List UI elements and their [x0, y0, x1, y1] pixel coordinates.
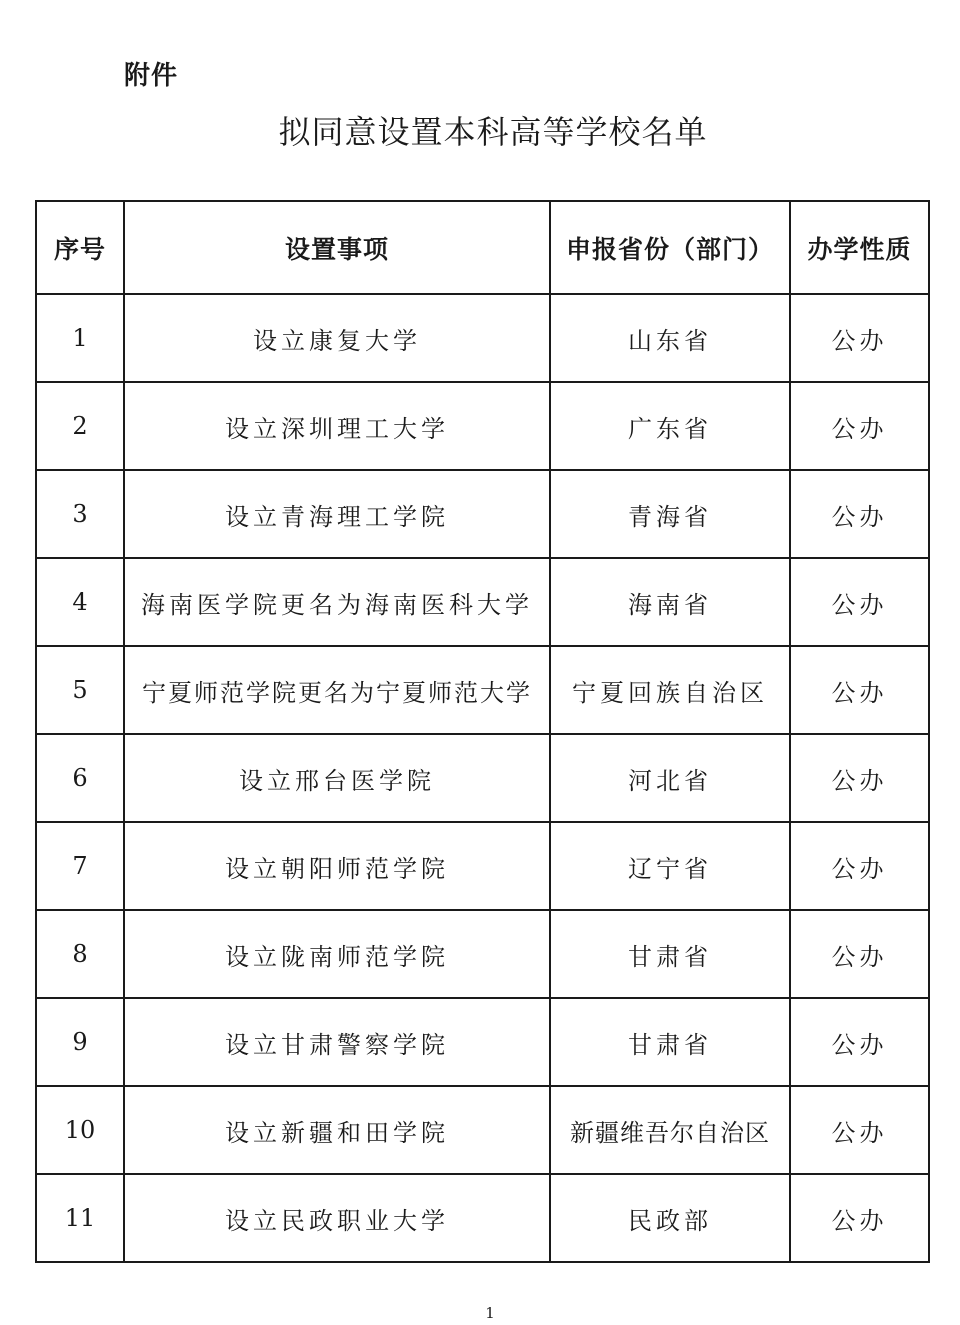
row-nature: 公办: [790, 1174, 929, 1262]
row-item: 设立深圳理工大学: [124, 382, 550, 470]
row-province: 新疆维吾尔自治区: [550, 1086, 790, 1174]
row-province: 辽宁省: [550, 822, 790, 910]
row-item: 设立甘肃警察学院: [124, 998, 550, 1086]
row-number: 11: [36, 1174, 124, 1262]
row-nature: 公办: [790, 998, 929, 1086]
attachment-label: 附件: [124, 61, 179, 91]
table-header-row: [36, 201, 929, 294]
page-number: 1: [485, 1304, 495, 1322]
university-list-table: [35, 200, 930, 1263]
row-province: 河北省: [550, 734, 790, 822]
table-row: [36, 822, 929, 910]
row-number: 9: [36, 998, 124, 1086]
table-row: [36, 646, 929, 734]
column-header-province: 申报省份（部门）: [550, 201, 790, 294]
table-row: [36, 910, 929, 998]
row-number: 10: [36, 1086, 124, 1174]
row-province: 海南省: [550, 558, 790, 646]
row-item: 海南医学院更名为海南医科大学: [124, 558, 550, 646]
column-header-nature: 办学性质: [790, 201, 929, 294]
row-item: 宁夏师范学院更名为宁夏师范大学: [124, 646, 550, 734]
table-row: [36, 734, 929, 822]
row-number: 2: [36, 382, 124, 470]
table-row: [36, 294, 929, 382]
table-row: [36, 1174, 929, 1262]
table-row: [36, 382, 929, 470]
row-nature: 公办: [790, 822, 929, 910]
column-header-number: 序号: [36, 201, 124, 294]
row-number: 5: [36, 646, 124, 734]
row-province: 甘肃省: [550, 910, 790, 998]
row-nature: 公办: [790, 470, 929, 558]
row-number: 3: [36, 470, 124, 558]
row-number: 7: [36, 822, 124, 910]
row-number: 6: [36, 734, 124, 822]
row-nature: 公办: [790, 382, 929, 470]
row-number: 4: [36, 558, 124, 646]
table-row: [36, 998, 929, 1086]
table-row: [36, 1086, 929, 1174]
row-nature: 公办: [790, 558, 929, 646]
row-nature: 公办: [790, 1086, 929, 1174]
row-item: 设立青海理工学院: [124, 470, 550, 558]
row-number: 8: [36, 910, 124, 998]
row-item: 设立陇南师范学院: [124, 910, 550, 998]
row-nature: 公办: [790, 734, 929, 822]
row-province: 青海省: [550, 470, 790, 558]
row-nature: 公办: [790, 646, 929, 734]
row-number: 1: [36, 294, 124, 382]
row-nature: 公办: [790, 294, 929, 382]
row-province: 山东省: [550, 294, 790, 382]
table-row: [36, 470, 929, 558]
row-province: 民政部: [550, 1174, 790, 1262]
row-item: 设立朝阳师范学院: [124, 822, 550, 910]
row-item: 设立民政职业大学: [124, 1174, 550, 1262]
row-item: 设立康复大学: [124, 294, 550, 382]
row-province: 宁夏回族自治区: [550, 646, 790, 734]
column-header-item: 设置事项: [124, 201, 550, 294]
row-province: 广东省: [550, 382, 790, 470]
row-item: 设立新疆和田学院: [124, 1086, 550, 1174]
table-row: [36, 558, 929, 646]
row-item: 设立邢台医学院: [124, 734, 550, 822]
row-nature: 公办: [790, 910, 929, 998]
document-title: 拟同意设置本科高等学校名单: [278, 113, 708, 151]
row-province: 甘肃省: [550, 998, 790, 1086]
